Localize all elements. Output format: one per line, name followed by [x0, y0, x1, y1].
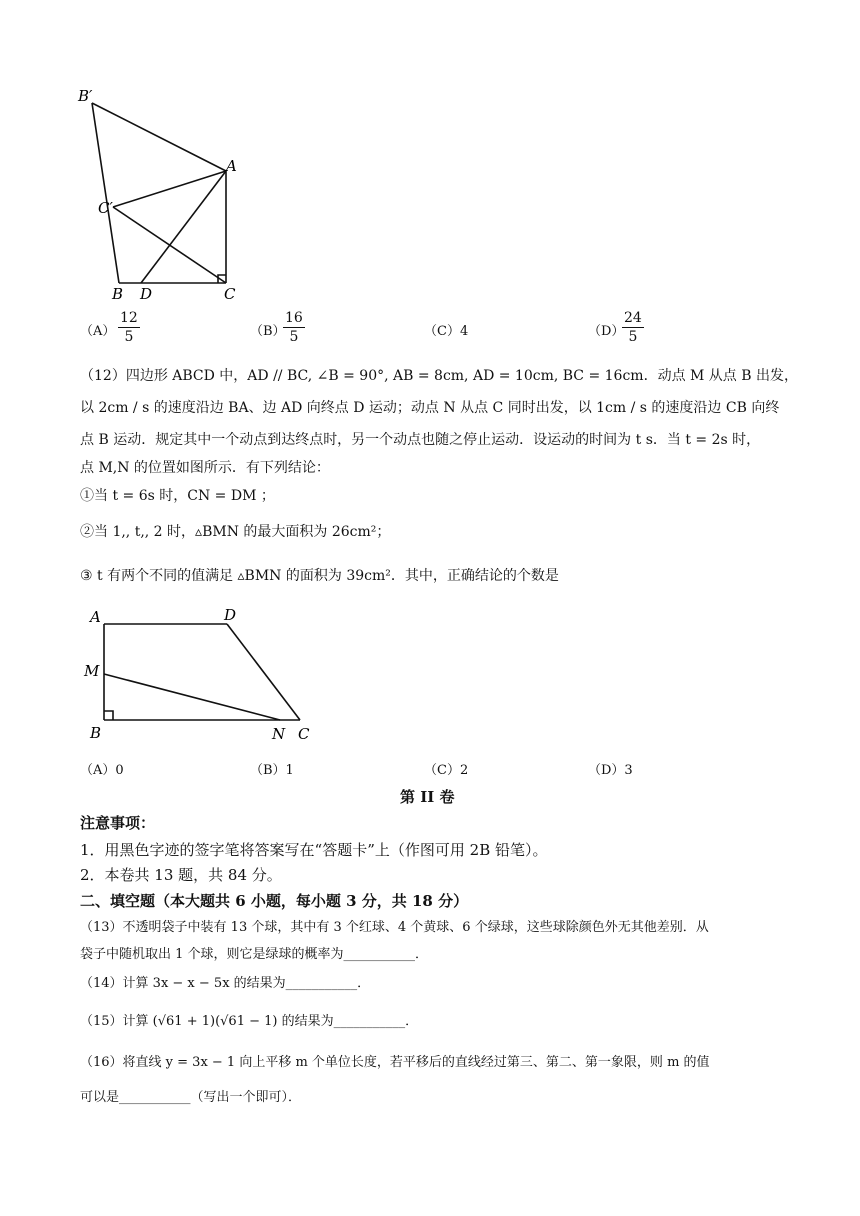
option-a-fraction: $\frac{12}{5}$	[120, 310, 138, 345]
part-2-title: 第 II 卷	[400, 788, 455, 806]
option-c-label: （C）2	[424, 763, 469, 778]
label-a: A	[226, 157, 237, 175]
label-c-prime: C′	[98, 199, 113, 217]
label-n: N	[272, 725, 286, 743]
q16-line-1: （16）将直线 y = 3x − 1 向上平移 m 个单位长度，若平移后的直线经过第三、第二、第一象限，则 m 的值	[80, 1055, 710, 1070]
label-m: M	[84, 662, 100, 680]
q14: （14）计算 3x − x − 5x 的结果为___________．	[80, 976, 371, 991]
option-a-label: （A）0	[80, 763, 124, 778]
q12-conclusion-1: ①当 t = 6s 时，CN = DM ；	[80, 488, 275, 504]
q16-line-2: 可以是___________（写出一个即可）．	[80, 1090, 302, 1105]
section-2-heading: 二、填空题（本大题共 6 小题，每小题 3 分，共 18 分）	[80, 892, 469, 910]
q12-line-2: 以 2cm / s 的速度沿边 BA、边 AD 向终点 D 运动；动点 N 从点 C 同时出发，以 1cm / s 的速度沿边 CB 向终	[80, 400, 780, 416]
option-d-fraction: $\frac{24}{5}$	[624, 310, 642, 345]
q12-line-1: （12）四边形 ABCD 中，AD // BC, ∠B = 90°, AB = 8cm, AD = 10cm, BC = 16cm．动点 M 从点 B 出发，	[80, 368, 798, 384]
label-d: D	[140, 285, 153, 303]
option-d-label: （D）3	[588, 763, 633, 778]
label-b-prime: B′	[78, 87, 93, 105]
option-b-fraction: $\frac{16}{5}$	[285, 310, 303, 345]
q12-line-4: 点 M,N 的位置如图所示．有下列结论：	[80, 460, 330, 476]
q13-line-1: （13）不透明袋子中装有 13 个球，其中有 3 个红球、4 个黄球、6 个绿球，这些球除颜色外无其他差别．从	[80, 920, 709, 935]
q15: （15）计算 (√61 + 1)(√61 − 1) 的结果为___________．	[80, 1014, 419, 1029]
label-a: A	[90, 608, 101, 626]
label-c: C	[224, 285, 236, 303]
option-b-label: （B）	[250, 324, 286, 339]
label-b: B	[90, 724, 102, 742]
q13-line-2: 袋子中随机取出 1 个球，则它是绿球的概率为___________．	[80, 947, 429, 962]
q12-conclusion-3: ③ t 有两个不同的值满足 ▵BMN 的面积为 39cm²．其中，正确结论的个数是	[80, 568, 559, 584]
notes-title: 注意事项：	[80, 814, 156, 832]
label-c: C	[298, 725, 310, 743]
option-c-label: （C）4	[424, 324, 469, 339]
q12-line-3: 点 B 运动．规定其中一个动点到达终点时，另一个动点也随之停止运动．设运动的时间为 t s．当 t = 2s 时，	[80, 432, 761, 448]
note-2: 2．本卷共 13 题，共 84 分。	[80, 866, 282, 884]
option-a-label: （A）	[80, 324, 116, 339]
figure-1-diagram	[70, 85, 250, 305]
q12-conclusion-2: ②当 1,, t,, 2 时，▵BMN 的最大面积为 26cm²；	[80, 524, 391, 540]
option-d-label: （D）	[588, 324, 625, 339]
label-b: B	[112, 285, 124, 303]
figure-2-diagram	[80, 602, 320, 747]
label-d: D	[224, 606, 237, 624]
option-b-label: （B）1	[250, 763, 294, 778]
note-1: 1．用黑色字迹的签字笔将答案写在“答题卡”上（作图可用 2B 铅笔）。	[80, 841, 548, 859]
